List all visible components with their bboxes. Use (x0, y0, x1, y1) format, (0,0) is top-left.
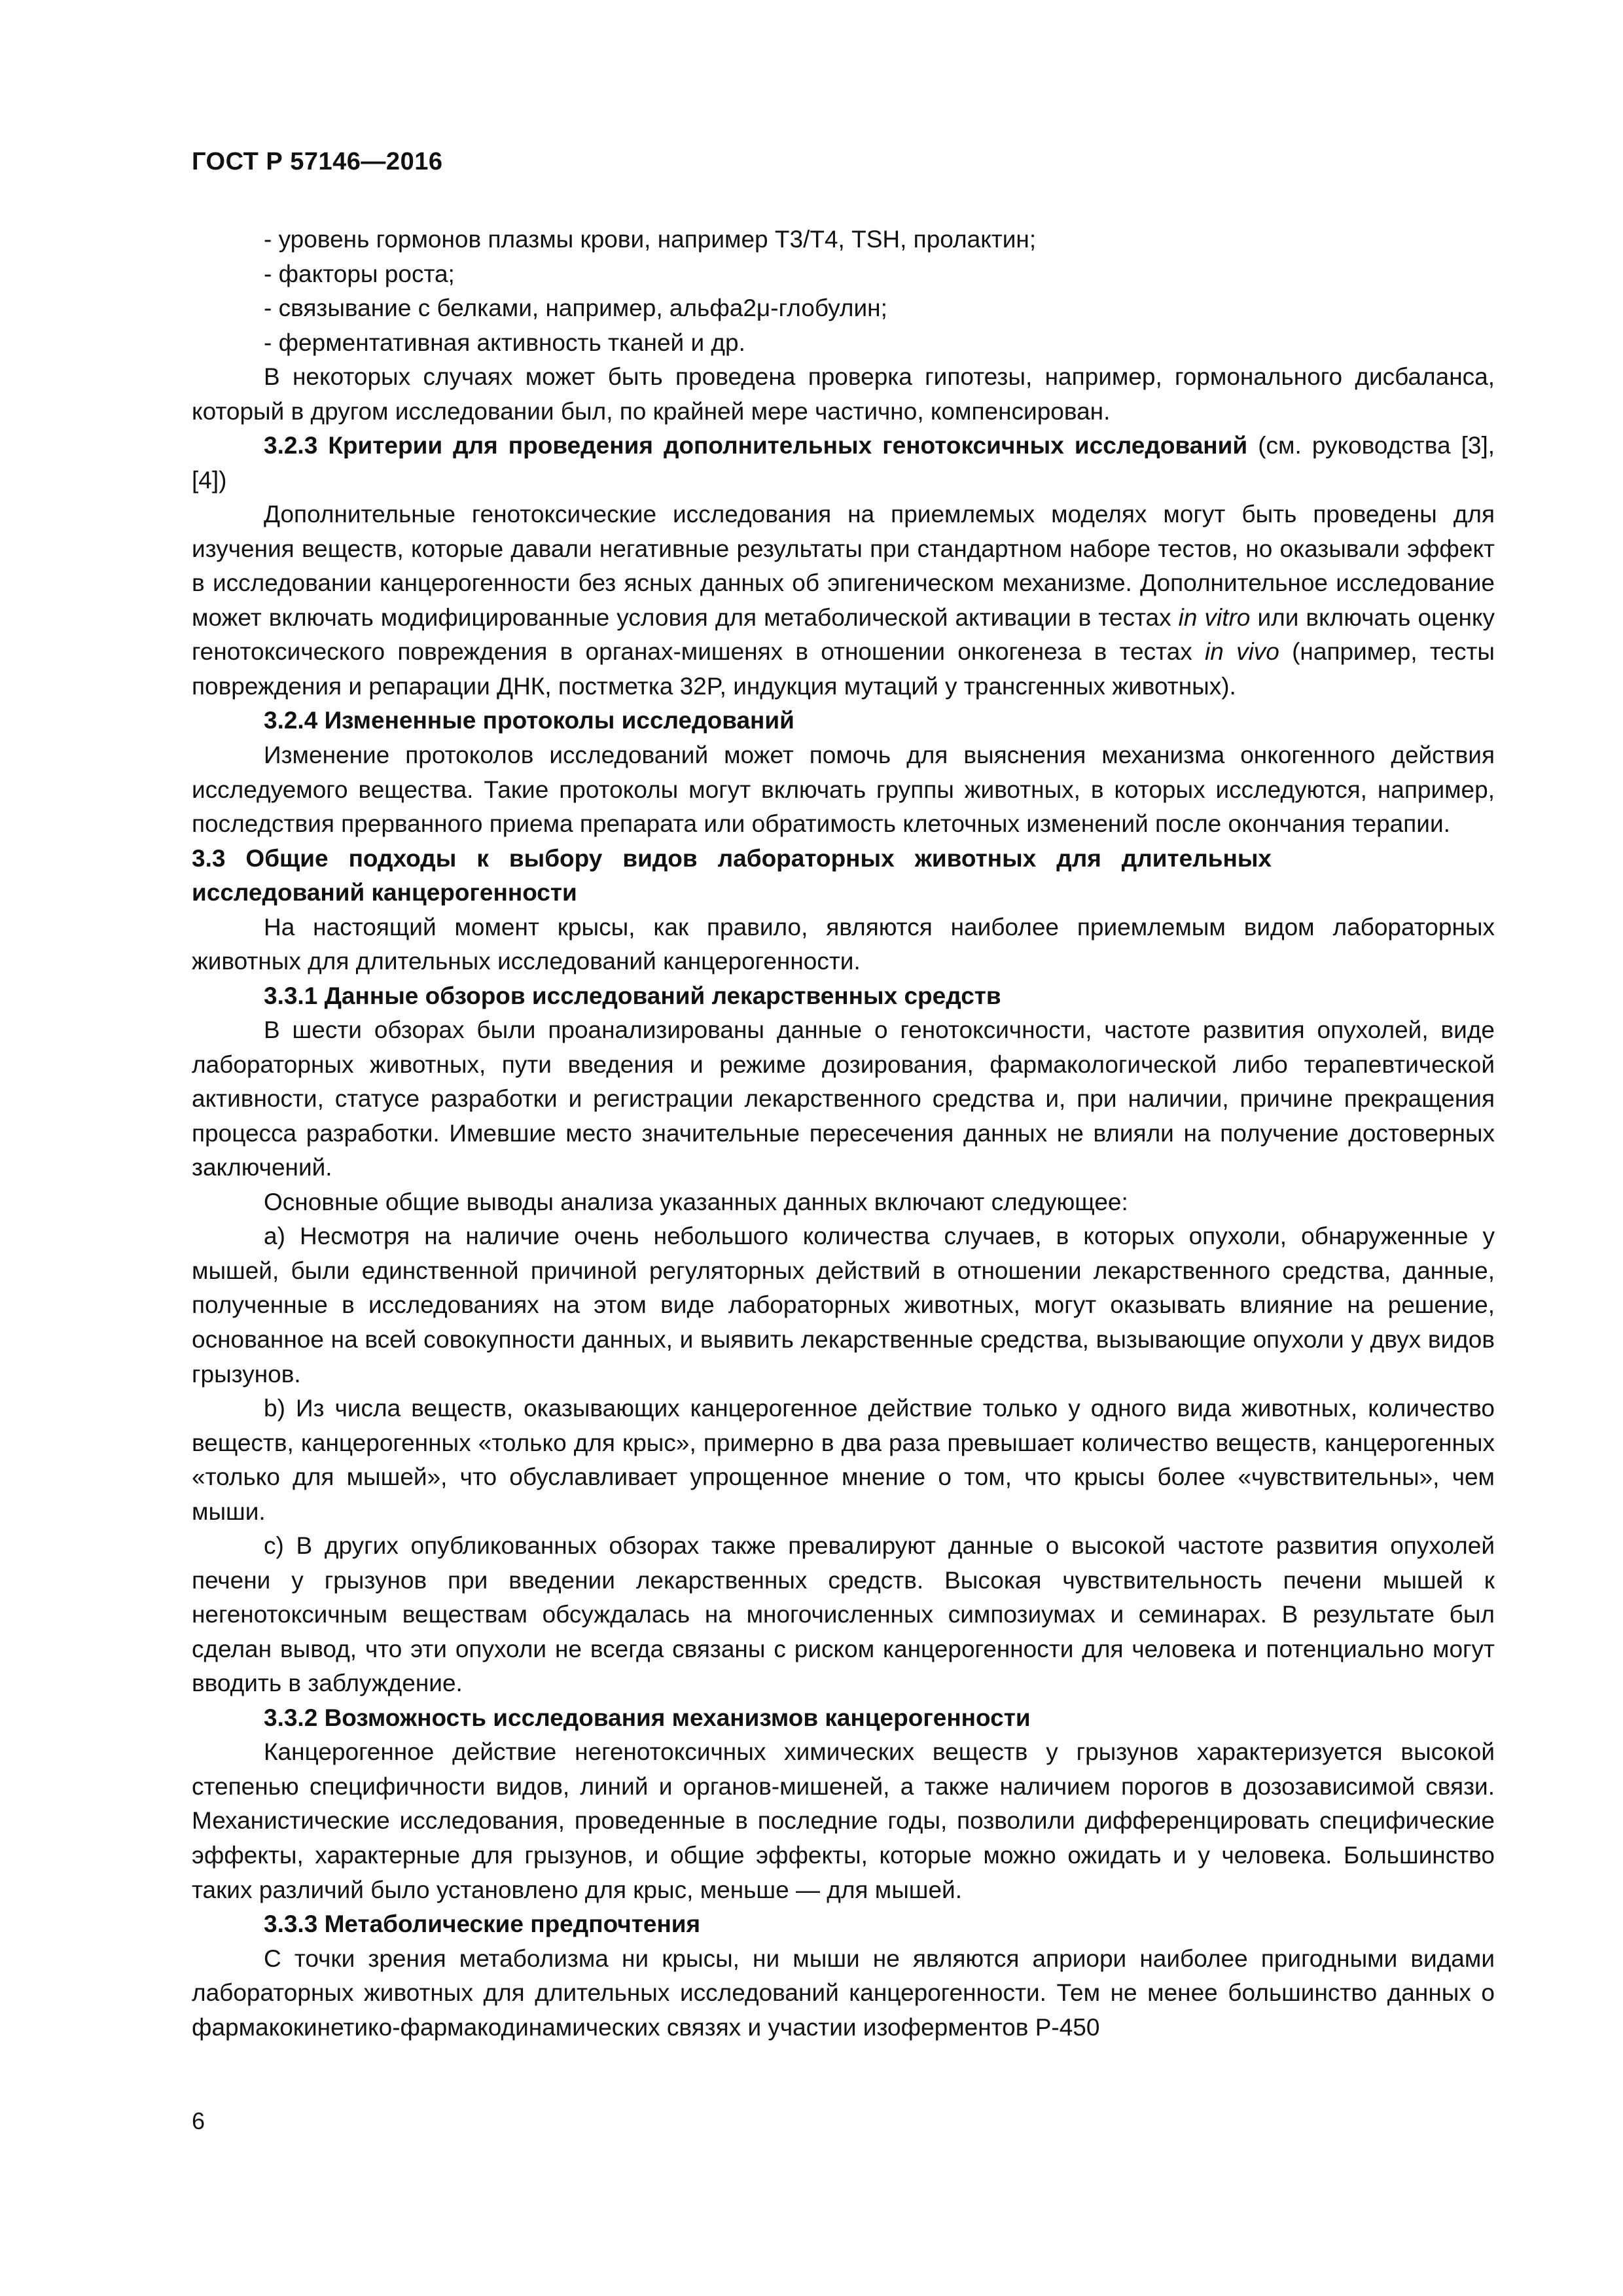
section-title: 3.2.3 Критерии для проведения дополнительных генотоксичных исследований (264, 432, 1248, 459)
section-3-3-3-heading: 3.3.3 Метаболические предпочтения (264, 1910, 701, 1938)
section-3-2-4-heading: 3.2.4 Измененные протоколы исследований (264, 707, 794, 734)
paragraph: Изменение протоколов исследований может помочь для выяснения механизма онкогенного действия исследуемого вещества. Такие протоколы могут включать группы животных, в которых исследуются, например, последствия прерванного приема препарата или обратимость клеточных изменений после окончания терапии. (192, 741, 1495, 838)
list-paragraph-c: c) В других опубликованных обзорах также превалируют данные о высокой частоте развития опухолей печени у грызунов при введении лекарственных средств. Высокая чувствительность печени мышей к негенотоксичным веществам обсуждалась на многочисленных симпозиумах и семинарах. В результате был сделан вывод, что эти опухоли не всегда связаны с риском канцерогенности для человека и потенциально могут вводить в заблуждение. (192, 1532, 1495, 1697)
document-header: ГОСТ Р 57146—2016 (192, 148, 443, 175)
section-3-3-2-heading: 3.3.2 Возможность исследования механизмов канцерогенности (264, 1704, 1031, 1731)
list-item: - связывание с белками, например, альфа2μ-глобулин; (264, 295, 887, 322)
text-run: или включать оценку генотоксического повреждения в органах-мишенях в отношении онкогенеза в тестах (192, 603, 1495, 666)
text-run: Дополнительные генотоксические исследования на приемлемых моделях могут быть проведены для изучения веществ, которые давали негативные результаты при стандартном наборе тестов, но оказывали эффект в исследовании канцерогенности без ясных данных об эпигеническом механизме. Дополнительное исследование может включать модифицированные условия для метаболической активации в тестах (192, 501, 1495, 631)
italic-term: in vivo (1205, 638, 1279, 666)
section-3-2-3-heading (192, 429, 1495, 497)
paragraph: Основные общие выводы анализа указанных данных включают следующее: (264, 1188, 1128, 1215)
paragraph: С точки зрения метаболизма ни крысы, ни мыши не являются априори наиболее пригодными видами лабораторных животных для длительных исследований канцерогенности. Тем не менее большинство данных о фармакокинетико-фармакодинамических связях и участии изоферментов Р-450 (192, 1945, 1495, 2041)
text-run: (например, тесты повреждения и репарации ДНК, постметка 32P, индукция мутаций у трансгенных животных). (192, 638, 1495, 700)
list-item: - уровень гормонов плазмы крови, например Т3/Т4, TSH, пролактин; (264, 226, 1037, 253)
document-body (192, 223, 1495, 2045)
paragraph: В шести обзорах были проанализированы данные о генотоксичности, частоте развития опухолей, виде лабораторных животных, пути введения и режиме дозирования, фармакологической либо терапевтической активности, статусе разработки и регистрации лекарственного средства и, при наличии, причине прекращения процесса разработки. Имевшие место значительные пересечения данных не влияли на получение достоверных заключений. (192, 1016, 1495, 1181)
list-paragraph-a: а) Несмотря на наличие очень небольшого количества случаев, в которых опухоли, обнаруженные у мышей, были единственной причиной регуляторных действий в отношении лекарственного средства, данные, полученные в исследованиях на этом виде лабораторных животных, могут оказывать влияние на решение, основанное на всей совокупности данных, и выявить лекарственные средства, вызывающие опухоли у двух видов грызунов. (192, 1223, 1495, 1388)
section-3-3-1-heading: 3.3.1 Данные обзоров исследований лекарственных средств (264, 982, 1001, 1009)
list-paragraph-b: b) Из числа веществ, оказывающих канцерогенное действие только у одного вида животных, количество веществ, канцерогенных «только для крыс», примерно в два раза превышает количество веществ, канцерогенных «только для мышей», что обуславливает упрощенное мнение о том, что крысы более «чувствительны», чем мыши. (192, 1395, 1495, 1525)
italic-term: in vitro (1178, 603, 1251, 631)
paragraph: В некоторых случаях может быть проведена проверка гипотезы, например, гормонального дисбаланса, который в другом исследовании был, по крайней мере частично, компенсирован. (192, 363, 1495, 425)
page-number: 6 (192, 2108, 205, 2134)
paragraph: Канцерогенное действие негенотоксичных химических веществ у грызунов характеризуется высокой степенью специфичности видов, линий и органов-мишеней, а также наличием порогов в дозозависимой связи. Механистические исследования, проведенные в последние годы, позволили дифференцировать специфические эффекты, характерные для грызунов, и общие эффекты, которые можно ожидать и у человека. Большинство таких различий было установлено для крыс, меньше — для мышей. (192, 1738, 1495, 1903)
paragraph (192, 497, 1495, 704)
section-reference: (см. руководства [3], [4]) (192, 432, 1495, 493)
section-3-3-heading: 3.3 Общие подходы к выбору видов лабораторных животных для длительных исследований канцерогенности (192, 844, 1272, 906)
paragraph: На настоящий момент крысы, как правило, являются наиболее приемлемым видом лабораторных животных для длительных исследований канцерогенности. (192, 913, 1495, 975)
bullet-list (192, 223, 1495, 360)
list-item: - факторы роста; (264, 260, 455, 287)
list-item: - ферментативная активность тканей и др. (264, 329, 745, 356)
